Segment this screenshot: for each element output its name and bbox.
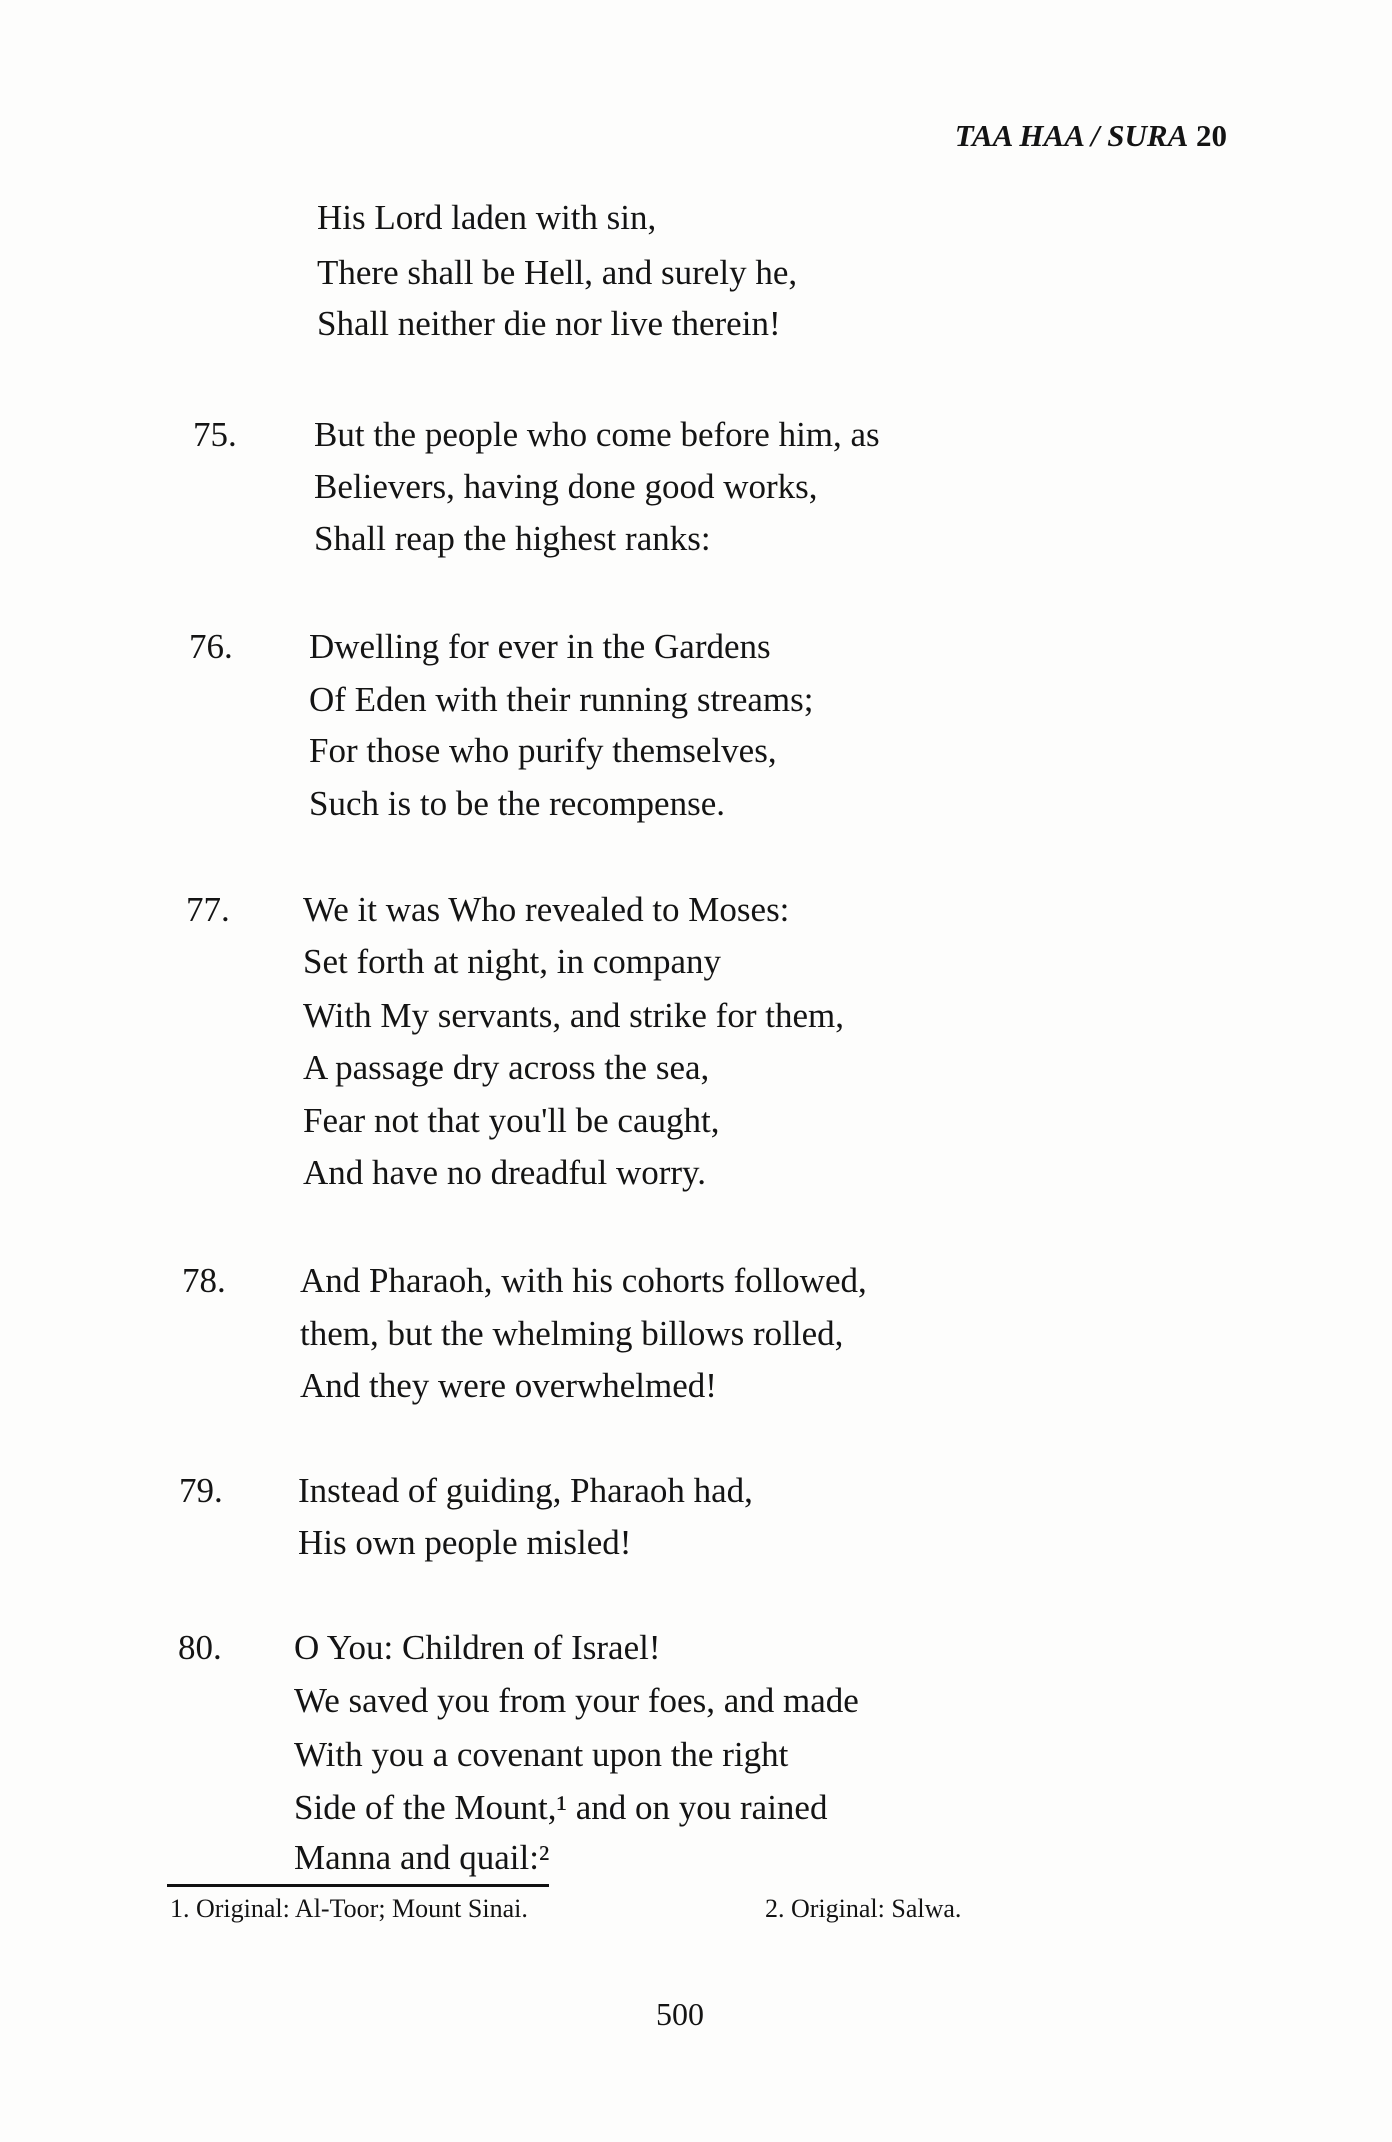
verse-number: 78. [182, 1261, 226, 1300]
verse-number: 80. [178, 1628, 222, 1667]
verse-line: But the people who come before him, as [314, 415, 880, 454]
verse-line: His Lord laden with sin, [317, 198, 657, 237]
running-header [955, 118, 1227, 154]
verse-line: Manna and quail:² [294, 1838, 550, 1877]
verse-number: 75. [193, 415, 237, 454]
verse-line: With My servants, and strike for them, [303, 996, 844, 1035]
verse-line: Set forth at night, in company [303, 942, 721, 981]
verse-line: We saved you from your foes, and made [294, 1681, 859, 1720]
verse-line: A passage dry across the sea, [303, 1048, 710, 1087]
running-header-title: TAA HAA / SURA [954, 118, 1189, 153]
sura-number: 20 [1196, 118, 1227, 153]
verse-number: 76. [189, 627, 233, 666]
verse-line: For those who purify themselves, [309, 731, 777, 770]
verse-line: There shall be Hell, and surely he, [317, 253, 798, 292]
verse-line: them, but the whelming billows rolled, [300, 1314, 844, 1353]
verse-line: His own people misled! [298, 1523, 632, 1562]
verse-line: And Pharaoh, with his cohorts followed, [300, 1261, 867, 1300]
verse-line: Shall neither die nor live therein! [317, 304, 781, 343]
verse-line: Side of the Mount,¹ and on you rained [294, 1788, 828, 1827]
verse-line: And they were overwhelmed! [300, 1366, 717, 1405]
verse-line: We it was Who revealed to Moses: [303, 890, 790, 929]
verse-line: With you a covenant upon the right [294, 1735, 789, 1774]
verse-number: 77. [186, 890, 230, 929]
footnote-rule [167, 1884, 549, 1887]
verse-line: Dwelling for ever in the Gardens [309, 627, 771, 666]
page-number: 500 [656, 1996, 704, 2032]
verse-line: Fear not that you'll be caught, [303, 1101, 720, 1140]
verse-line: O You: Children of Israel! [294, 1628, 661, 1667]
footnote-2: 2. Original: Salwa. [765, 1894, 962, 1923]
verse-line: Shall reap the highest ranks: [314, 519, 711, 558]
verse-line: Of Eden with their running streams; [309, 680, 814, 719]
footnote-1: 1. Original: Al-Toor; Mount Sinai. [170, 1894, 528, 1923]
verse-line: And have no dreadful worry. [303, 1153, 707, 1192]
verse-number: 79. [179, 1471, 223, 1510]
verse-line: Instead of guiding, Pharaoh had, [298, 1471, 753, 1510]
verse-line: Such is to be the recompense. [309, 784, 726, 823]
verse-line: Believers, having done good works, [314, 467, 818, 506]
